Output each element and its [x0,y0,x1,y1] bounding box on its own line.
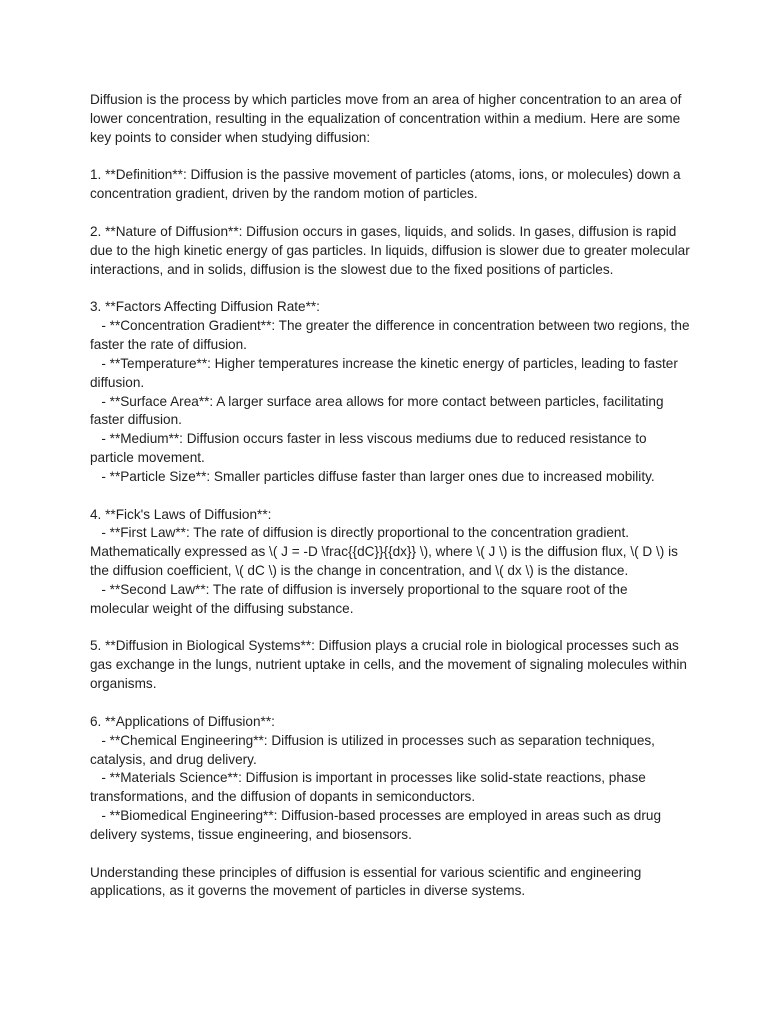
nature-paragraph: 2. **Nature of Diffusion**: Diffusion occurs in gases, liquids, and solids. In gases, diffusion is rapid due to the high kinetic energy of gas particles. In liquids, diffusion is slower due to greater molecular interactions, and in solids, diffusion is the slowest due to the fixed positions of particles. [90,223,694,277]
intro-paragraph: Diffusion is the process by which particles move from an area of higher concentration to an area of lower concentration, resulting in the equalization of concentration within a medium. Here are some key points to consider when studying diffusion: [90,92,686,145]
factors-paragraph: 3. **Factors Affecting Diffusion Rate**: - **Concentration Gradient**: The greater the difference in concentration between two regions, the faster the rate of diffusion. - **Temperature**: Higher temperatures increase the kinetic energy of particles, leading to faster diffusion. - **Surface Area**: A larger surface area allows for more contact between particles, facilitating faster diffusion. - **Medium**: Diffusion occurs faster in less viscous mediums due to reduced resistance to particle movement. - **Particle Size**: Smaller particles diffuse faster than larger ones due to increased mobility. [90,299,690,484]
document-body [90,91,694,901]
ficks-laws-paragraph: 4. **Fick's Laws of Diffusion**: - **First Law**: The rate of diffusion is directly proportional to the concentration gradient. Mathematically expressed as \( J = -D \frac{{dC}}{{dx}} \), where \( J \) is the diffusion flux, \( D \) is the diffusion coefficient, \( dC \) is the change in concentration, and \( dx \) is the distance. - **Second Law**: The rate of diffusion is inversely proportional to the square root of the molecular weight of the diffusing substance. [90,506,678,616]
conclusion-paragraph: Understanding these principles of diffusion is essential for various scientific and engineering applications, as it governs the movement of particles in diverse systems. [90,864,646,899]
definition-paragraph: 1. **Definition**: Diffusion is the passive movement of particles (atoms, ions, or molecules) down a concentration gradient, driven by the random motion of particles. [90,167,685,202]
applications-paragraph: 6. **Applications of Diffusion**: - **Chemical Engineering**: Diffusion is utilized in processes such as separation techniques, catalysis, and drug delivery. - **Materials Science**: Diffusion is important in processes like solid-state reactions, phase transformations, and the diffusion of dopants in semiconductors. - **Biomedical Engineering**: Diffusion-based processes are employed in areas such as drug delivery systems, tissue engineering, and biosensors. [90,713,662,842]
biological-systems-paragraph: 5. **Diffusion in Biological Systems**: Diffusion plays a crucial role in biological processes such as gas exchange in the lungs, nutrient uptake in cells, and the movement of signaling molecules within organisms. [90,638,691,692]
